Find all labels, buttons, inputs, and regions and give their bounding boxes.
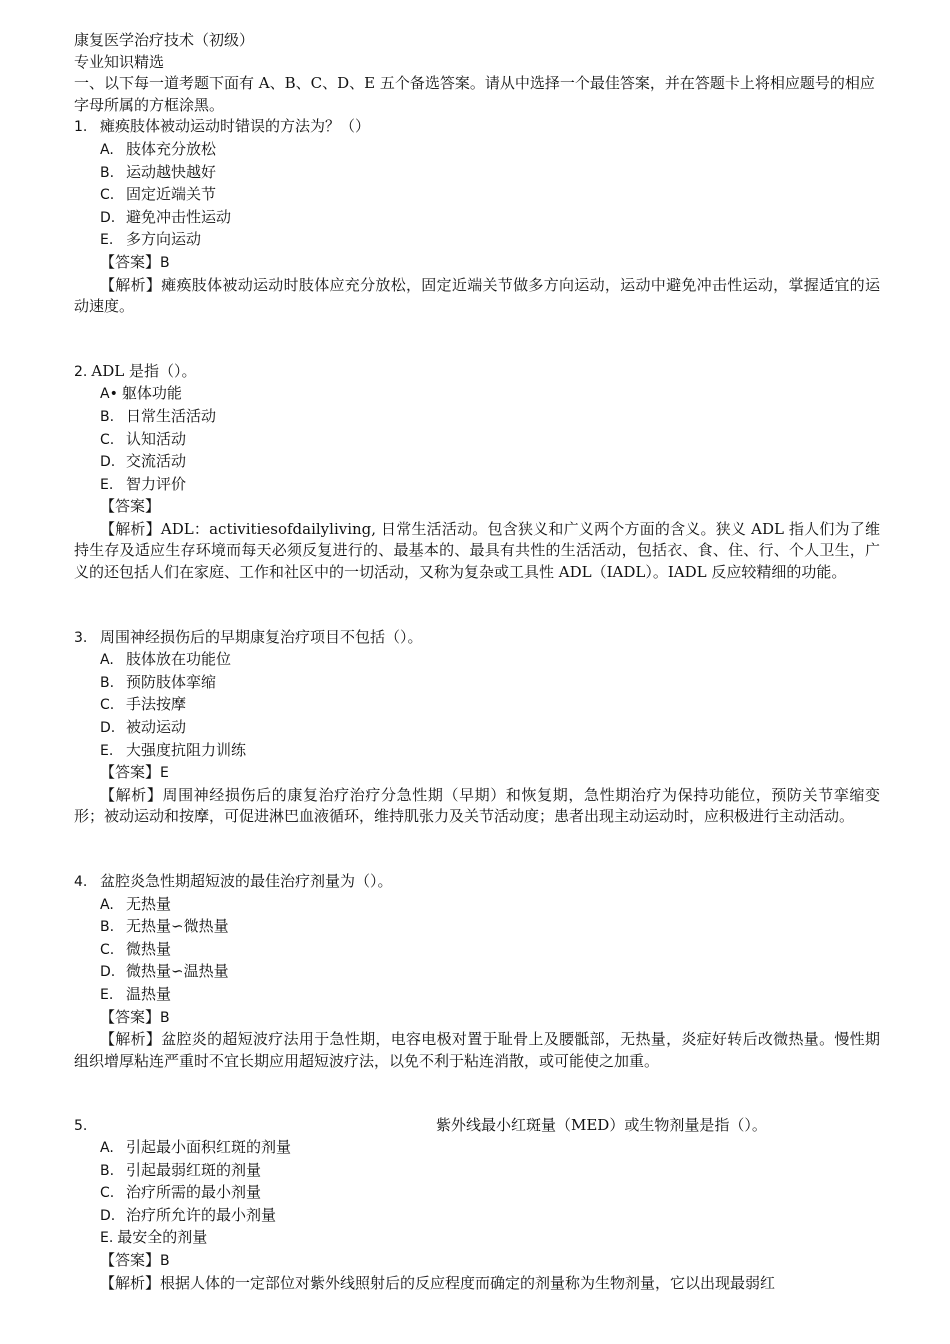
option-a: A. 无热量 [100, 894, 172, 913]
question-stem [74, 627, 880, 650]
analysis-text: 【解析】周围神经损伤后的康复治疗治疗分急性期（早期）和恢复期，急性期治疗为保持功能位，预防关节挛缩变形；被动运动和按摩，可促进淋巴血液循环，维持肌张力及关节活动度；患者出现主动运动时，应积极进行主动活动。 [74, 785, 880, 826]
question-text: 周围神经损伤后的早期康复治疗项目不包括（）。 [100, 627, 423, 646]
question-number: 3. [74, 629, 88, 646]
document-body [74, 30, 880, 1294]
answer-value: E [160, 765, 169, 782]
spacer [74, 584, 880, 627]
question-text: 紫外线最小红斑量（MED）或生物剂量是指（）。 [436, 1116, 767, 1135]
option-e: E. 多方向运动 [100, 230, 202, 249]
analysis-text: 【解析】ADL：activitiesofdailyliving, 日常生活活动。包含狭义和广义两个方面的含义。狭义 ADL 指人们为了维持生存及适应生存环境而每天必须反复进行的、最基本的、最具有共性的生活活动，包括衣、食、住、行、个人卫生，广义的还包括人们在家庭、工作和社区中的一切活动，又称为复杂或工具性 ADL（IADL）。IADL 反应较精细的功能。 [74, 519, 880, 582]
option-c: C. 治疗所需的最小剂量 [100, 1183, 262, 1202]
question-text: 盆腔炎急性期超短波的最佳治疗剂量为（）。 [100, 872, 393, 890]
answer-line: 【答案】E [100, 763, 169, 782]
option-c: C. 微热量 [100, 939, 172, 958]
instructions: 一、以下每一道考题下面有 A、B、C、D、E 五个备选答案。请从中选择一个最佳答案，并在答题卡上将相应题号的相应字母所属的方框涂黑。 [74, 74, 875, 114]
option-b: B. 运动越快越好 [100, 162, 217, 181]
spacer [74, 828, 880, 871]
answer-value: B [160, 1009, 170, 1026]
option-a: A. 肢体充分放松 [100, 139, 217, 158]
option-a: A. 肢体放在功能位 [100, 650, 232, 669]
option-d: D. 微热量∽温热量 [100, 962, 229, 981]
option-d: D. 避免冲击性运动 [100, 207, 232, 226]
answer-line: 【答案】B [100, 1007, 170, 1026]
question-stem [74, 1115, 880, 1137]
option-e: E. 最安全的剂量 [100, 1228, 208, 1247]
spacer [74, 1072, 880, 1115]
option-b: B. 引起最弱红斑的剂量 [100, 1160, 262, 1179]
option-c: C. 认知活动 [100, 429, 187, 448]
doc-subtitle: 专业知识精选 [74, 52, 165, 71]
question-stem [74, 871, 880, 894]
option-a: A• 躯体功能 [100, 384, 182, 403]
answer-value: B [160, 254, 170, 271]
question-number: 2. [74, 363, 88, 380]
question-1 [74, 116, 880, 317]
answer-value: B [160, 1252, 170, 1269]
option-c: C. 固定近端关节 [100, 185, 217, 204]
question-number: 1. [74, 119, 88, 136]
option-a: A. 引起最小面积红斑的剂量 [100, 1137, 292, 1156]
option-d: D. 治疗所允许的最小剂量 [100, 1205, 277, 1224]
option-b: B. 预防肢体挛缩 [100, 672, 217, 691]
answer-line: 【答案】B [100, 1250, 170, 1269]
doc-title: 康复医学治疗技术（初级） [74, 31, 255, 49]
question-stem [74, 361, 880, 384]
option-e: E. 智力评价 [100, 474, 187, 493]
answer-line: 【答案】 [100, 497, 161, 516]
option-b: B. 无热量∽微热量 [100, 917, 229, 936]
option-d: D. 交流活动 [100, 452, 187, 471]
option-e: E. 大强度抗阻力训练 [100, 740, 247, 759]
option-c: C. 手法按摩 [100, 695, 187, 714]
answer-line: 【答案】B [100, 252, 170, 271]
analysis-text: 【解析】瘫痪肢体被动运动时肢体应充分放松，固定近端关节做多方向运动，运动中避免冲击性运动，掌握适宜的运动速度。 [74, 275, 880, 316]
question-4 [74, 871, 880, 1072]
option-b: B. 日常生活活动 [100, 406, 217, 425]
question-number: 5. [74, 1118, 88, 1135]
option-d: D. 被动运动 [100, 718, 187, 737]
question-5 [74, 1115, 880, 1294]
analysis-text: 【解析】根据人体的一定部位对紫外线照射后的反应程度而确定的剂量称为生物剂量，它以出现最弱红 [100, 1273, 776, 1292]
question-text: ADL 是指（）。 [91, 361, 197, 380]
question-2 [74, 361, 880, 584]
question-text: 瘫痪肢体被动运动时错误的方法为？（） [100, 117, 371, 136]
analysis-text: 【解析】盆腔炎的超短波疗法用于急性期，电容电极对置于耻骨上及腰骶部，无热量，炎症好转后改微热量。慢性期组织增厚粘连严重时不宜长期应用超短波疗法，以免不利于粘连消散，或可能使之加重。 [74, 1030, 880, 1070]
question-3 [74, 627, 880, 828]
spacer [74, 318, 880, 361]
option-e: E. 温热量 [100, 984, 172, 1003]
question-stem [74, 116, 880, 139]
question-number: 4. [74, 874, 88, 890]
